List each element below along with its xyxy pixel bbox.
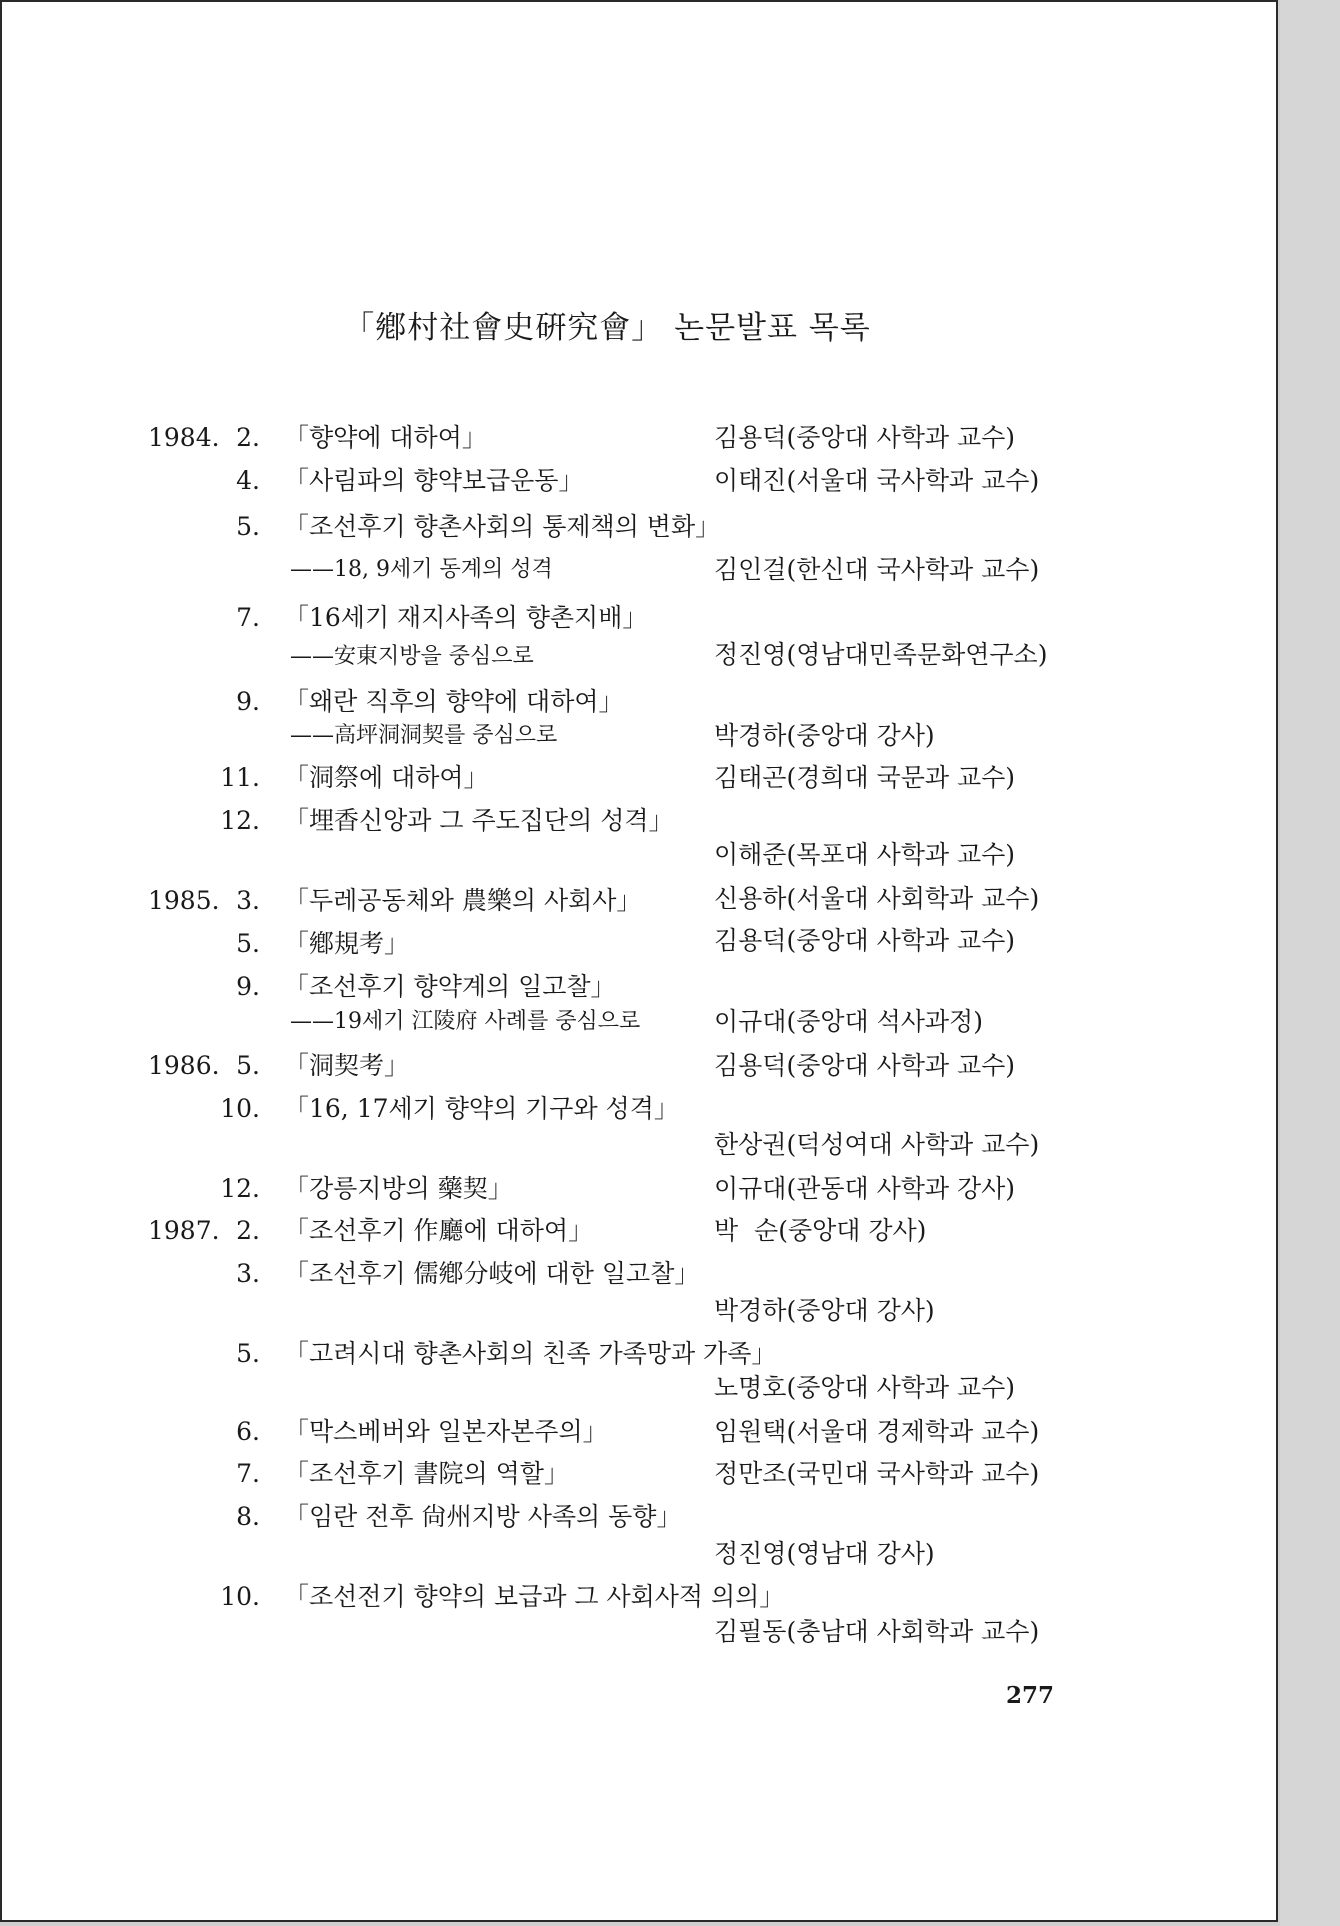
entry-month: 4. — [236, 466, 260, 495]
entry-subtitle: ——18, 9세기 동계의 성격 — [290, 557, 553, 582]
entry-month: 6. — [236, 1417, 260, 1446]
entry-author: 임원택(서울대 경제학과 교수) — [714, 1417, 1040, 1446]
entry-month: 8. — [236, 1502, 260, 1531]
entry-title: 「조선후기 儒鄕分岐에 대한 일고찰」 — [284, 1259, 700, 1288]
entry-author: 노명호(중앙대 사학과 교수) — [714, 1373, 1016, 1402]
entry-title: 「조선전기 향약의 보급과 그 사회사적 의의」 — [284, 1582, 785, 1611]
entry-author: 김필동(충남대 사회학과 교수) — [714, 1617, 1040, 1646]
entry-title: 「고려시대 향촌사회의 친족 가족망과 가족」 — [284, 1339, 777, 1368]
entry-title: 「막스베버와 일본자본주의」 — [284, 1417, 608, 1446]
entry-title: 「왜란 직후의 향약에 대하여」 — [284, 687, 624, 716]
entry-title: 「鄕規考」 — [284, 929, 410, 958]
entry-month: 12. — [220, 1174, 260, 1203]
entry-year: 1986. — [148, 1051, 220, 1080]
entry-month: 7. — [236, 1459, 260, 1488]
entry-title: 「조선후기 書院의 역할」 — [284, 1459, 569, 1488]
entry-list — [2, 2, 1276, 1920]
entry-year: 1985. — [148, 886, 220, 915]
entry-author: 김태곤(경희대 국문과 교수) — [714, 763, 1016, 792]
entry-month: 3. — [236, 886, 260, 915]
entry-month: 7. — [236, 603, 260, 632]
entry-month: 5. — [236, 1051, 260, 1080]
entry-month: 9. — [236, 972, 260, 1001]
entry-title: 「埋香신앙과 그 주도집단의 성격」 — [284, 806, 674, 835]
entry-title: 「두레공동체와 農樂의 사회사」 — [284, 886, 642, 915]
entry-month: 12. — [220, 806, 260, 835]
entry-title: 「임란 전후 尙州지방 사족의 동향」 — [284, 1502, 682, 1531]
entry-author: 정만조(국민대 국사학과 교수) — [714, 1459, 1040, 1488]
entry-author: 김인걸(한신대 국사학과 교수) — [714, 555, 1040, 584]
entry-title: 「16, 17세기 향약의 기구와 성격」 — [284, 1094, 679, 1123]
entry-title: 「강릉지방의 藥契」 — [284, 1174, 513, 1203]
entry-month: 2. — [236, 423, 260, 452]
entry-title: 「洞祭에 대하여」 — [284, 763, 489, 792]
entry-title: 「향약에 대하여」 — [284, 423, 487, 452]
entry-author: 김용덕(중앙대 사학과 교수) — [714, 926, 1016, 955]
entry-month: 3. — [236, 1259, 260, 1288]
entry-month: 2. — [236, 1216, 260, 1245]
entry-title: 「洞契考」 — [284, 1051, 410, 1080]
entry-month: 5. — [236, 929, 260, 958]
page-number: 277 — [1006, 1682, 1055, 1709]
entry-author: 정진영(영남대민족문화연구소) — [714, 640, 1048, 669]
entry-author: 이규대(관동대 사학과 강사) — [714, 1174, 1016, 1203]
entry-title: 「사림파의 향약보급운동」 — [284, 466, 584, 495]
entry-author: 신용하(서울대 사회학과 교수) — [714, 884, 1040, 913]
entry-title: 「조선후기 作廳에 대하여」 — [284, 1216, 594, 1245]
entry-author: 김용덕(중앙대 사학과 교수) — [714, 1051, 1016, 1080]
page-title: 「鄕村社會史硏究會」 논문발표 목록 — [343, 310, 871, 346]
entry-author: 한상권(덕성여대 사학과 교수) — [714, 1130, 1040, 1159]
entry-month: 5. — [236, 1339, 260, 1368]
entry-month: 10. — [220, 1094, 260, 1123]
entry-subtitle: ——19세기 江陵府 사례를 중심으로 — [290, 1009, 641, 1034]
entry-author: 이해준(목포대 사학과 교수) — [714, 840, 1016, 869]
entry-title: 「16세기 재지사족의 향촌지배」 — [284, 603, 648, 632]
entry-author: 박경하(중앙대 강사) — [714, 1296, 935, 1325]
entry-author: 이태진(서울대 국사학과 교수) — [714, 466, 1040, 495]
entry-title: 「조선후기 향촌사회의 통제책의 변화」 — [284, 512, 721, 541]
entry-author: 정진영(영남대 강사) — [714, 1539, 935, 1568]
entry-month: 5. — [236, 512, 260, 541]
entry-month: 9. — [236, 687, 260, 716]
scrollbar-track[interactable] — [1280, 0, 1340, 1926]
entry-author: 김용덕(중앙대 사학과 교수) — [714, 423, 1016, 452]
entry-author: 이규대(중앙대 석사과정) — [714, 1007, 983, 1036]
entry-year: 1984. — [148, 423, 220, 452]
entry-author: 박경하(중앙대 강사) — [714, 721, 935, 750]
entry-subtitle: ——安東지방을 중심으로 — [290, 644, 534, 669]
entry-month: 10. — [220, 1582, 260, 1611]
entry-subtitle: ——高坪洞洞契를 중심으로 — [290, 723, 558, 748]
entry-title: 「조선후기 향약계의 일고찰」 — [284, 972, 616, 1001]
entry-month: 11. — [220, 763, 260, 792]
entry-year: 1987. — [148, 1216, 220, 1245]
entry-author: 박 순(중앙대 강사) — [714, 1216, 927, 1245]
